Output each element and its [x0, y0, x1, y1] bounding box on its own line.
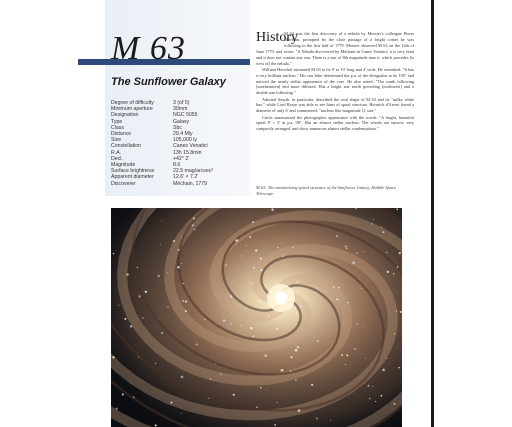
- fact-value: Canes Venatici: [173, 143, 208, 150]
- star: [372, 386, 373, 387]
- page-title: M 63: [111, 30, 186, 67]
- star: [369, 398, 371, 400]
- star: [332, 341, 333, 342]
- star: [193, 217, 195, 219]
- star: [215, 363, 216, 364]
- star: [295, 379, 297, 381]
- history-paragraph: William Herschel estimated M 63 to be 9' to 10' long and 4' wide. He remarked: "It has a very brilliant nucleus." His son John determined the p.a. of the elongation to be 105° and noticed the nearly stellar appearance of the core. He also noted: "The south following [southeastern] end more diffused. Has a bright star north preceding [northwest] and a double star following.": [256, 66, 414, 96]
- star: [301, 298, 302, 299]
- history-text: [256, 31, 414, 133]
- star: [158, 318, 159, 319]
- star: [396, 310, 397, 311]
- star: [250, 327, 252, 329]
- fact-value: NGC 5055: [173, 112, 198, 119]
- star: [167, 306, 168, 307]
- star: [113, 253, 115, 255]
- star: [249, 236, 251, 238]
- star: [225, 264, 227, 266]
- star: [301, 328, 302, 329]
- fact-label: Degree of difficulty: [111, 100, 154, 106]
- fact-label: Type: [111, 118, 123, 125]
- star: [346, 354, 348, 356]
- star: [241, 255, 242, 256]
- star: [252, 221, 254, 223]
- star: [299, 289, 300, 290]
- star: [341, 354, 343, 356]
- star: [297, 280, 298, 281]
- star: [158, 275, 160, 277]
- star: [233, 281, 234, 282]
- star: [330, 420, 331, 421]
- star: [311, 384, 313, 386]
- star: [194, 229, 195, 230]
- star: [267, 389, 268, 390]
- star: [255, 249, 257, 251]
- star: [371, 223, 373, 225]
- star: [381, 227, 382, 228]
- facts-table: [111, 100, 247, 187]
- star: [253, 335, 255, 337]
- star: [145, 291, 147, 293]
- star: [382, 369, 385, 372]
- star: [400, 311, 402, 313]
- fact-label: Distance: [111, 131, 132, 138]
- star: [352, 262, 354, 264]
- star: [396, 208, 398, 210]
- star: [399, 252, 401, 254]
- star: [124, 318, 126, 320]
- fact-value: 3 (of 5): [173, 100, 190, 106]
- star: [274, 424, 276, 426]
- star: [161, 332, 163, 334]
- page-edge: [431, 0, 434, 427]
- star: [139, 295, 141, 297]
- star: [177, 266, 179, 268]
- star: [173, 240, 175, 242]
- star: [282, 254, 283, 255]
- fact-value: 105,000 ly: [173, 137, 197, 144]
- star: [383, 231, 385, 233]
- star: [364, 327, 365, 328]
- star: [220, 374, 222, 376]
- star: [182, 300, 184, 302]
- star: [155, 363, 156, 364]
- star: [264, 354, 267, 357]
- star: [295, 349, 298, 352]
- star: [282, 264, 284, 266]
- star: [346, 248, 347, 249]
- star: [387, 271, 389, 273]
- star: [280, 370, 281, 371]
- fact-label: Apparent diameter: [111, 174, 154, 181]
- star: [181, 263, 182, 264]
- star: [338, 287, 340, 289]
- fact-value: Méchain, 1779: [173, 180, 208, 187]
- fact-label: Decl.: [111, 155, 123, 162]
- star: [185, 301, 187, 303]
- star: [297, 346, 299, 348]
- star: [290, 370, 291, 371]
- star: [386, 358, 387, 359]
- galaxy-image: [111, 208, 402, 427]
- star: [116, 408, 118, 410]
- star: [363, 251, 364, 252]
- star: [160, 244, 161, 245]
- star: [182, 283, 184, 285]
- fact-label: Designation: [111, 112, 139, 119]
- star: [375, 401, 376, 402]
- star: [336, 298, 338, 300]
- star: [365, 358, 366, 359]
- star: [348, 302, 349, 303]
- star: [223, 319, 225, 321]
- page-subtitle: The Sunflower Galaxy: [111, 76, 226, 88]
- star: [138, 357, 139, 358]
- star: [373, 219, 374, 220]
- star: [167, 272, 168, 273]
- star: [181, 236, 182, 237]
- star: [251, 282, 253, 284]
- star: [240, 325, 242, 327]
- star: [253, 267, 255, 269]
- star: [161, 220, 162, 221]
- fact-label: Minimum aperture: [111, 106, 153, 113]
- star: [283, 256, 284, 257]
- star: [343, 324, 344, 325]
- star: [281, 369, 284, 372]
- photo-caption: M 63: The mesmerizing spiral structure of the Sunflower Galaxy, Hubble Space Telescope: [256, 185, 396, 196]
- fact-value: 13h 15.8min: [173, 149, 202, 156]
- star: [276, 402, 277, 403]
- star: [291, 356, 293, 358]
- star: [245, 245, 246, 246]
- star: [137, 267, 138, 268]
- fact-value: 12.6' × 7.2': [173, 174, 199, 181]
- history-paragraph: Admiral Smyth, in particular, described the oval shape of M 63 and its "milky white hue," while Lord Rosse was able to see hints of spiral structure. Heinrich d'Arrest found a diameter of only 6' and commented: "nucleus like magnitude 11 star.": [256, 96, 414, 114]
- star: [122, 393, 124, 395]
- galaxy-nucleus: [275, 292, 287, 304]
- star: [386, 252, 388, 254]
- star: [133, 396, 135, 398]
- history-paragraph: Curtis summarized the photographic appearance with the words: "A bright, beautiful spiral 8' × 3' in p.a. 98°. Has an almost stellar nucleus. The whorls are narrow, very compactly arranged, and show numerous almost stellar condensations.": [256, 114, 414, 132]
- star: [277, 247, 278, 248]
- star: [260, 257, 262, 259]
- star: [260, 269, 262, 271]
- star: [126, 273, 129, 276]
- star: [112, 356, 114, 358]
- fact-value: 22.5 mag/arcsec²: [173, 168, 214, 175]
- star: [357, 323, 358, 324]
- star: [259, 301, 261, 303]
- star: [393, 273, 395, 275]
- galaxy-photo: [111, 208, 402, 427]
- star: [330, 277, 331, 278]
- star: [276, 327, 278, 329]
- fact-value: 8.6: [173, 162, 181, 169]
- star: [394, 333, 395, 334]
- star: [333, 286, 335, 288]
- star: [230, 323, 232, 325]
- star: [185, 310, 187, 312]
- fact-label: R.A.: [111, 149, 122, 156]
- star: [210, 378, 211, 379]
- star: [130, 325, 132, 327]
- star: [336, 235, 338, 237]
- star: [298, 409, 301, 412]
- star: [118, 305, 119, 306]
- star: [300, 305, 302, 307]
- star: [256, 406, 257, 407]
- fact-value: +42° 2': [173, 155, 190, 162]
- fact-row: [111, 181, 247, 187]
- star: [250, 295, 252, 297]
- star: [268, 316, 270, 318]
- star: [208, 398, 209, 399]
- star: [204, 318, 206, 320]
- star: [345, 364, 346, 365]
- star: [345, 245, 347, 247]
- star: [235, 239, 238, 242]
- star: [317, 340, 319, 342]
- fact-label: Constellation: [111, 143, 141, 150]
- star: [316, 418, 318, 420]
- star: [368, 385, 370, 387]
- history-heading: History: [256, 30, 298, 45]
- star: [398, 367, 400, 369]
- star: [142, 317, 143, 318]
- fact-label: Size: [111, 137, 122, 144]
- star: [178, 249, 180, 251]
- fact-value: 29.4 Mly: [173, 131, 193, 138]
- star: [297, 312, 298, 313]
- star: [196, 343, 198, 345]
- fact-label: Magnitude: [111, 162, 136, 169]
- fact-value: Galaxy: [173, 118, 190, 125]
- fact-label: Surface brightness: [111, 168, 155, 175]
- star: [292, 247, 294, 249]
- star: [171, 402, 173, 404]
- star: [354, 348, 356, 350]
- star: [260, 387, 261, 388]
- fact-label: Class: [111, 124, 124, 131]
- star: [233, 394, 235, 396]
- star: [393, 403, 395, 405]
- star: [356, 252, 358, 254]
- fact-value: Sbc: [173, 124, 182, 131]
- star: [181, 376, 184, 379]
- star: [230, 295, 232, 297]
- star: [271, 208, 273, 210]
- star: [155, 424, 157, 426]
- star: [381, 395, 383, 397]
- history-paragraph: M 63 was the first discovery of a nebula by Messier's colleague Pierre Méchain, prompted by the close passage of a bright comet he was following in the first half of 1779. Messier observed M 63 on the 14th of June 1779, and wrote: "A Nebula discovered by Méchain in Canes Venatici; it is very faint and it does not contain any star. There is a star of 8th magnitude near it, which precedes [is west of] the nebula.": [256, 31, 414, 66]
- fact-label: Discoverer: [111, 180, 136, 187]
- star: [181, 413, 182, 414]
- star: [192, 224, 194, 226]
- star: [304, 299, 305, 300]
- fact-value: 30mm: [173, 106, 188, 113]
- star: [397, 266, 399, 268]
- star: [361, 288, 362, 289]
